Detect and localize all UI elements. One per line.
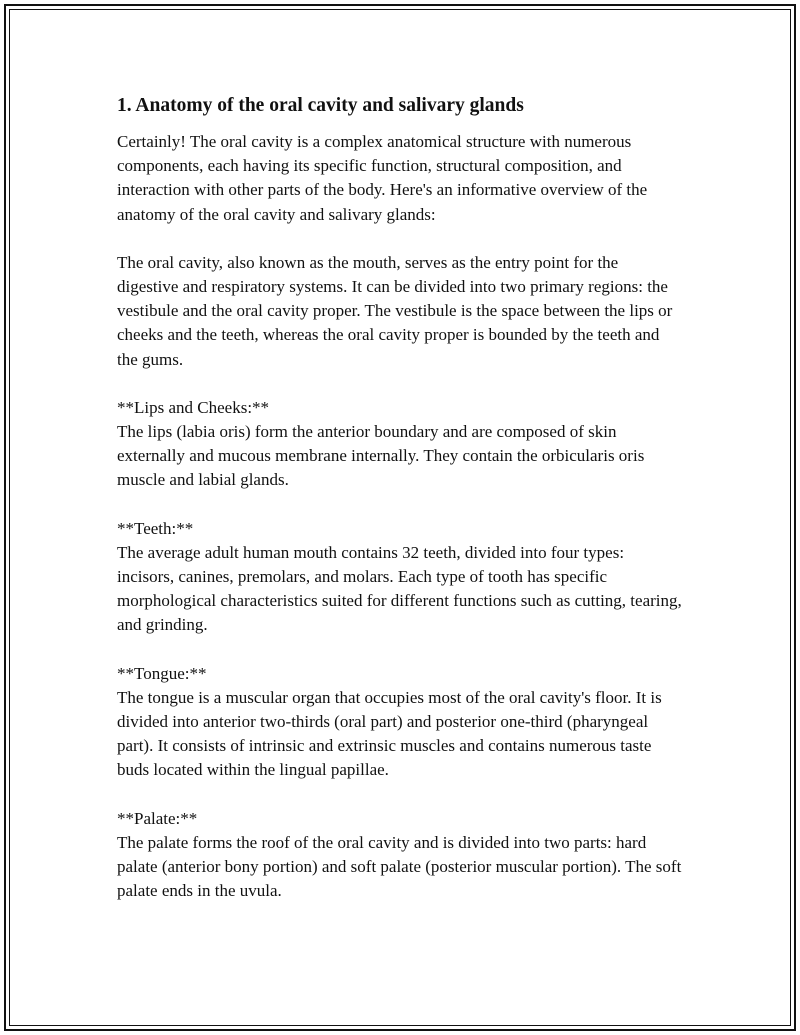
teeth-section: **Teeth:** The average adult human mouth contains 32 teeth, divided into four types: incisors, canines, premolars, and molars. Each type of tooth has specific morphological characteristics suited for different functions such as cutting, tearing, and grinding.: [117, 518, 682, 635]
tongue-section: **Tongue:** The tongue is a muscular organ that occupies most of the oral cavity's floor. It is divided into anterior two-thirds (oral part) and posterior one-third (pharyngeal part). It consists of intrinsic and extrinsic muscles and contains numerous taste buds located within the lingual papillae.: [117, 663, 662, 780]
palate-section: **Palate:** The palate forms the roof of the oral cavity and is divided into two parts: hard palate (anterior bony portion) and soft palate (posterior muscular portion). The soft palate ends in the uvula.: [117, 808, 682, 901]
document-body: [117, 90, 683, 927]
document-title: 1. Anatomy of the oral cavity and salivary glands: [117, 95, 524, 116]
lips-and-cheeks-section: **Lips and Cheeks:** The lips (labia oris) form the anterior boundary and are composed of skin externally and mucous membrane internally. They contain the orbicularis oris muscle and labial glands.: [117, 397, 645, 490]
intro-paragraph: Certainly! The oral cavity is a complex anatomical structure with numerous components, each having its specific function, structural composition, and interaction with other parts of the body. Here's an informative overview of the anatomy of the oral cavity and salivary glands:: [117, 132, 648, 224]
oral-cavity-paragraph: The oral cavity, also known as the mouth, serves as the entry point for the digestive and respiratory systems. It can be divided into two primary regions: the vestibule and the oral cavity proper. The vestibule is the space between the lips or cheeks and the teeth, whereas the oral cavity proper is bounded by the teeth and the gums.: [117, 252, 673, 369]
